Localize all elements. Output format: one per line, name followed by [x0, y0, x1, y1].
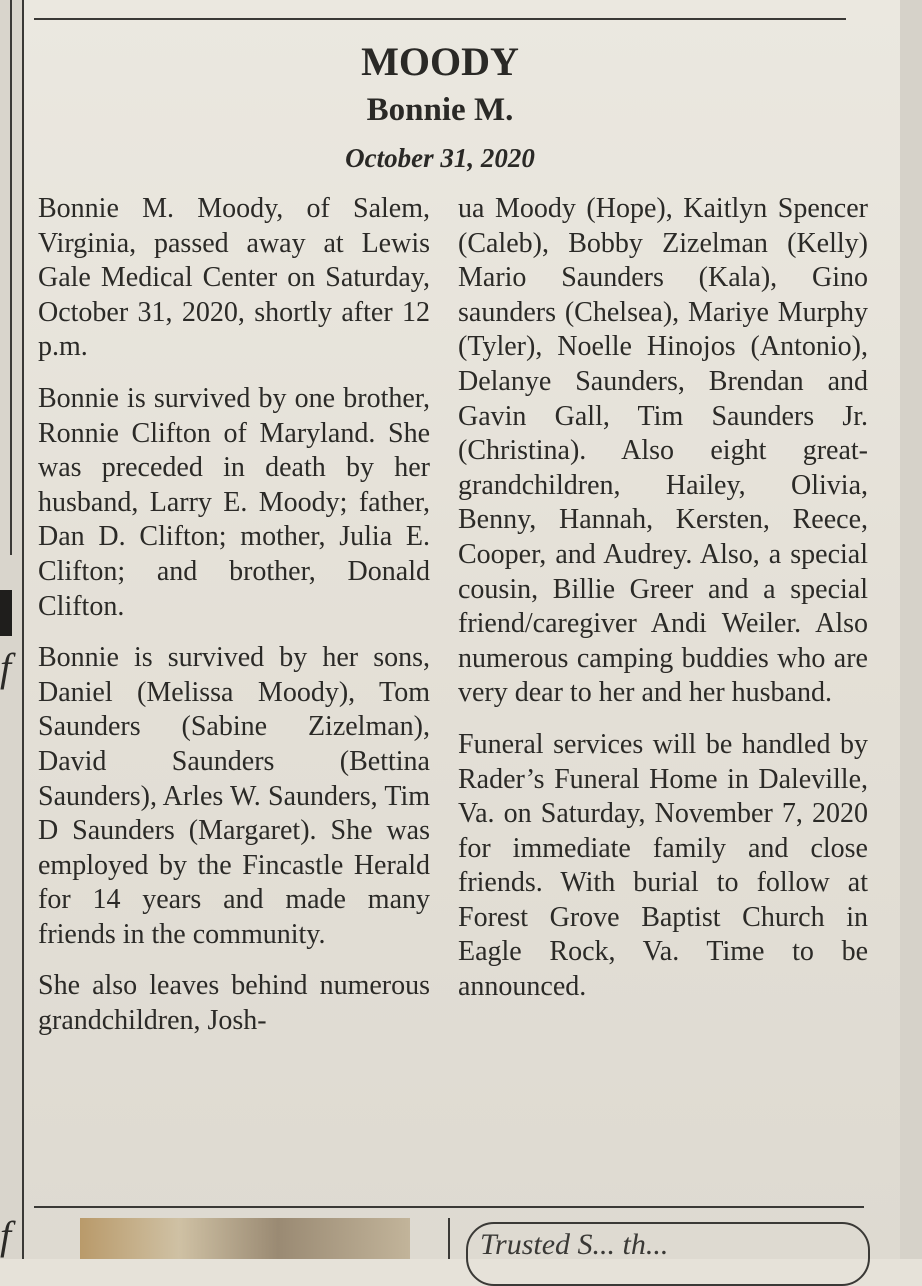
- adjacent-box-border: [0, 0, 12, 555]
- bottom-rule: [34, 1206, 864, 1208]
- obituary-column-left: [38, 192, 430, 1056]
- obituary-given-name: Bonnie M.: [366, 92, 514, 128]
- paragraph: She also leaves behind numerous grandchildren, Josh-: [38, 970, 430, 1037]
- paragraph: Bonnie is survived by one brother, Ronnie Clifton of Maryland. She was preceded in death by her husband, Larry E. Moody; father, Dan D. Clifton; mother, Julia E. Clifton; and brother, Donald Clifton.: [38, 382, 430, 622]
- paragraph: Bonnie M. Moody, of Salem, Virginia, passed away at Lewis Gale Medical Center on Saturday, October 31, 2020, shortly after 12 p.m.: [38, 193, 430, 363]
- adjacent-ad-text-fragment: Trusted S... th...: [480, 1228, 669, 1261]
- paragraph: Bonnie is survived by her sons, Daniel (Melissa Moody), Tom Saunders (Sabine Zizelman), David Saunders (Bettina Saunders), Arles W. Saunders, Tim D Saunders (Margaret). She was employed by the Fincastle Herald for 14 years and made many friends in the community.: [38, 642, 430, 950]
- page-right-edge: [900, 0, 922, 1259]
- paragraph: Funeral services will be handled by Rader’s Funeral Home in Daleville, Va. on Saturday, November 7, 2020 for immediate family and close friends. With burial to follow at Forest Grove Baptist Church in Eagle Rock, Va. Time to be announced.: [458, 728, 868, 1003]
- adjacent-letter-fragment: f: [0, 1213, 12, 1258]
- column-rule-left: [22, 0, 24, 1259]
- adjacent-photo-fragment: [80, 1218, 410, 1259]
- bottom-column-rule: [448, 1218, 450, 1259]
- top-rule: [34, 18, 846, 20]
- obituary-date: October 31, 2020: [345, 143, 535, 173]
- paragraph: ua Moody (Hope), Kaitlyn Spencer (Caleb), Bobby Zizelman (Kelly) Mario Saunders (Kala), Gino saunders (Chelsea), Mariye Murphy (Tyler), Noelle Hinojos (Antonio), Delanye Saunders, Brendan and Gavin Gall, Tim Saunders Jr. (Christina). Also eight great-grandchildren, Hailey, Olivia, Benny, Hannah, Kersten, Reece, Cooper, and Audrey. Also, a special cousin, Billie Greer and a special friend/caregiver Andi Weiler. Also numerous camping buddies who are very dear to her and her husband.: [458, 193, 868, 709]
- obituary-surname: MOODY: [361, 39, 519, 84]
- adjacent-letter-fragment: f: [0, 645, 12, 690]
- adjacent-dark-block: [0, 590, 12, 636]
- obituary-column-right: [458, 192, 868, 1022]
